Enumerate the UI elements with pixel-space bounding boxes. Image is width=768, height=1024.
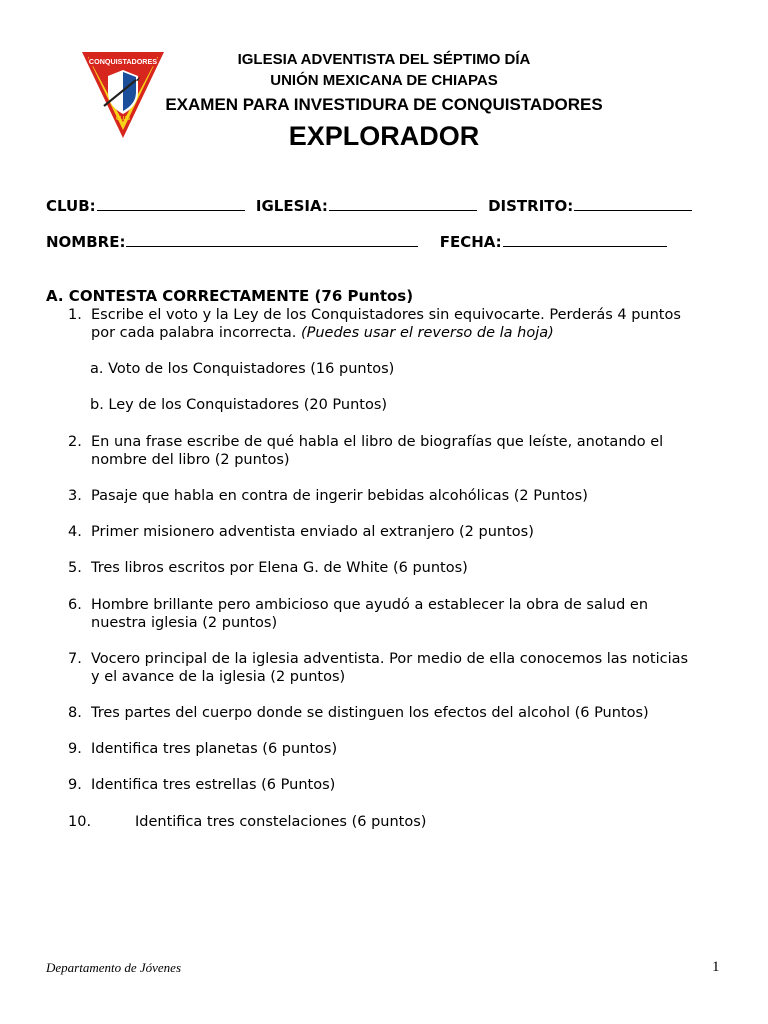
fecha-label: FECHA: bbox=[439, 233, 502, 251]
footer-department: Departamento de Jóvenes bbox=[46, 960, 182, 975]
logo-subtext: CLUB bbox=[116, 116, 130, 122]
question-text-2: nuestra iglesia (2 puntos) bbox=[91, 615, 278, 631]
subitem-a: a. Voto de los Conquistadores (16 puntos) bbox=[90, 361, 395, 377]
question-text: Escribe el voto y la Ley de los Conquistadores sin equivocarte. Perderás 4 puntos bbox=[91, 307, 681, 323]
question-text: Identifica tres planetas (6 puntos) bbox=[91, 741, 338, 757]
distrito-field[interactable] bbox=[574, 198, 692, 211]
church-name: IGLESIA ADVENTISTA DEL SÉPTIMO DÍA bbox=[237, 51, 531, 68]
page-title: EXPLORADOR bbox=[288, 121, 480, 151]
exam-title: EXAMEN PARA INVESTIDURA DE CONQUISTADORES bbox=[165, 95, 603, 114]
club-label: CLUB: bbox=[46, 197, 96, 215]
question-number: 1. bbox=[68, 307, 82, 323]
question-text-2 bbox=[91, 324, 554, 342]
question-number: 2. bbox=[68, 434, 82, 450]
page-number: 1 bbox=[712, 959, 720, 975]
question-text-2: y el avance de la iglesia (2 puntos) bbox=[91, 669, 346, 685]
logo-text: CONQUISTADORES bbox=[88, 57, 158, 66]
fecha-field[interactable] bbox=[503, 234, 667, 247]
question-number: 10. bbox=[68, 814, 92, 830]
question-number: 4. bbox=[68, 524, 82, 540]
section-heading: A. CONTESTA CORRECTAMENTE (76 Puntos) bbox=[46, 287, 414, 305]
question-number: 8. bbox=[68, 705, 82, 721]
question-number: 3. bbox=[68, 488, 82, 504]
question-note: (Puedes usar el reverso de la hoja) bbox=[300, 325, 554, 341]
fields-row-2 bbox=[46, 233, 673, 251]
question-text: Pasaje que habla en contra de ingerir bebidas alcohólicas (2 Puntos) bbox=[91, 488, 588, 504]
question-number: 9. bbox=[68, 777, 82, 793]
question-text: Tres libros escritos por Elena G. de White (6 puntos) bbox=[91, 560, 468, 576]
question-text-2: nombre del libro (2 puntos) bbox=[91, 452, 290, 468]
club-field[interactable] bbox=[97, 198, 245, 211]
fields-row-1 bbox=[46, 197, 698, 215]
question-number: 5. bbox=[68, 560, 82, 576]
iglesia-field[interactable] bbox=[329, 198, 477, 211]
question-text-2a: por cada palabra incorrecta. bbox=[91, 325, 301, 341]
question-text: En una frase escribe de qué habla el libro de biografías que leíste, anotando el bbox=[91, 434, 664, 450]
question-text: Tres partes del cuerpo donde se distinguen los efectos del alcohol (6 Puntos) bbox=[91, 705, 649, 721]
question-text: Hombre brillante pero ambicioso que ayudó a establecer la obra de salud en bbox=[91, 597, 649, 613]
nombre-field[interactable] bbox=[126, 234, 418, 247]
nombre-label: NOMBRE: bbox=[46, 233, 126, 251]
question-number: 6. bbox=[68, 597, 82, 613]
question-number: 7. bbox=[68, 651, 82, 667]
question-text: Identifica tres estrellas (6 Puntos) bbox=[91, 777, 336, 793]
question-text: Vocero principal de la iglesia adventista. Por medio de ella conocemos las noticias bbox=[91, 651, 689, 667]
conquistadores-logo bbox=[80, 50, 166, 140]
question-text: Identifica tres constelaciones (6 puntos) bbox=[135, 814, 427, 830]
question-number: 9. bbox=[68, 741, 82, 757]
subitem-b: b. Ley de los Conquistadores (20 Puntos) bbox=[90, 397, 388, 413]
distrito-label: DISTRITO: bbox=[488, 197, 574, 215]
question-text: Primer misionero adventista enviado al extranjero (2 puntos) bbox=[91, 524, 534, 540]
iglesia-label: IGLESIA: bbox=[255, 197, 328, 215]
union-name: UNIÓN MEXICANA DE CHIAPAS bbox=[270, 72, 498, 89]
